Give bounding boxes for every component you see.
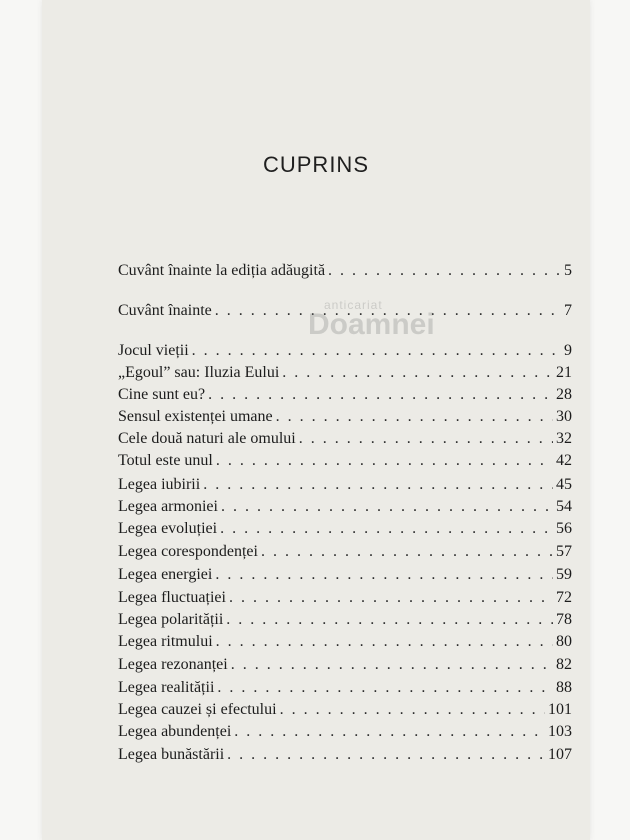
toc-entry	[118, 452, 572, 472]
toc-entry	[118, 611, 572, 631]
toc-entry-label: Legea polarității	[118, 611, 224, 628]
toc-entry-page: 9	[564, 342, 572, 359]
toc-entry-page: 45	[556, 476, 572, 493]
toc-entry	[118, 723, 572, 743]
toc-entry-label: Cele două naturi ale omului	[118, 430, 296, 447]
toc-entry-page: 107	[548, 746, 572, 763]
dot-leader	[215, 566, 553, 584]
toc-entry-label: Legea evoluției	[118, 520, 218, 537]
toc-entry-page: 101	[548, 701, 572, 718]
toc-entry-label: Legea cauzei și efectului	[118, 701, 277, 718]
dot-leader	[280, 701, 545, 719]
toc-entry	[118, 543, 572, 563]
toc-entry-label: Legea abundenței	[118, 723, 232, 740]
toc-entry-page: 88	[556, 679, 572, 696]
toc-entry-page: 72	[556, 589, 572, 606]
dot-leader	[203, 476, 553, 494]
dot-leader	[234, 723, 545, 741]
dot-leader	[276, 408, 553, 426]
toc-entry-page: 78	[556, 611, 572, 628]
toc-entry-page: 32	[556, 430, 572, 447]
dot-leader	[226, 611, 553, 629]
page-title: CUPRINS	[262, 152, 369, 177]
toc-entry	[118, 633, 572, 653]
toc-entry-label: Totul este unul	[118, 452, 213, 469]
dot-leader	[229, 589, 553, 607]
book-page	[42, 0, 590, 840]
watermark-logo	[300, 298, 435, 378]
dot-leader	[227, 746, 545, 764]
dot-leader	[231, 656, 553, 674]
toc-entry	[118, 701, 572, 721]
toc-entry-label: Legea ritmului	[118, 633, 213, 650]
toc-entry-label: Legea corespondenței	[118, 543, 258, 560]
toc-entry-page: 5	[564, 262, 572, 279]
dot-leader	[217, 679, 553, 697]
toc-entry-label: „Egoul” sau: Iluzia Eului	[118, 364, 280, 381]
dot-leader	[216, 633, 553, 651]
toc-entry-label: Legea realității	[118, 679, 215, 696]
dot-leader	[220, 520, 553, 538]
toc-entry-page: 42	[556, 452, 572, 469]
toc-entry-label: Legea iubirii	[118, 476, 201, 493]
toc-entry	[118, 589, 572, 609]
dot-leader	[216, 452, 553, 470]
toc-entry-label: Legea fluctuației	[118, 589, 226, 606]
toc-entry-page: 103	[548, 723, 572, 740]
toc-entry-page: 80	[556, 633, 572, 650]
watermark-top-text: anticariat	[324, 298, 383, 312]
toc-entry	[118, 520, 572, 540]
toc-entry-page: 54	[556, 498, 572, 515]
watermark-main-text: Doamnei	[308, 308, 435, 341]
toc-entry-label: Legea energiei	[118, 566, 213, 583]
toc-entry-page: 21	[556, 364, 572, 381]
toc-entry-label: Legea rezonanței	[118, 656, 228, 673]
toc-entry	[118, 498, 572, 518]
toc-entry-page: 56	[556, 520, 572, 537]
toc-entry	[118, 656, 572, 676]
toc-entry-label: Cuvânt înainte la ediția adăugită	[118, 262, 326, 279]
toc-entry	[118, 476, 572, 496]
toc-entry-page: 59	[556, 566, 572, 583]
toc-entry-page: 30	[556, 408, 572, 425]
toc-entry-label: Legea bunăstării	[118, 746, 225, 763]
toc-entry	[118, 408, 572, 428]
toc-entry	[118, 746, 572, 766]
toc-entry-label: Sensul existenței umane	[118, 408, 273, 425]
toc-entry-page: 28	[556, 386, 572, 403]
dot-leader	[261, 543, 553, 561]
toc-entry-label: Jocul vieții	[118, 342, 189, 359]
toc-entry	[118, 386, 572, 406]
toc-entry-label: Legea armoniei	[118, 498, 218, 515]
toc-entry	[118, 679, 572, 699]
toc-entry-label: Cine sunt eu?	[118, 386, 206, 403]
toc-entry-page: 7	[564, 302, 572, 319]
toc-entry-page: 82	[556, 656, 572, 673]
dot-leader	[221, 498, 553, 516]
dot-leader	[208, 386, 553, 404]
toc-entry-label: Cuvânt înainte	[118, 302, 212, 319]
toc-entry-page: 57	[556, 543, 572, 560]
toc-entry	[118, 262, 572, 282]
toc-entry	[118, 430, 572, 450]
toc-entry	[118, 566, 572, 586]
dot-leader	[328, 262, 561, 280]
dot-leader	[299, 430, 553, 448]
